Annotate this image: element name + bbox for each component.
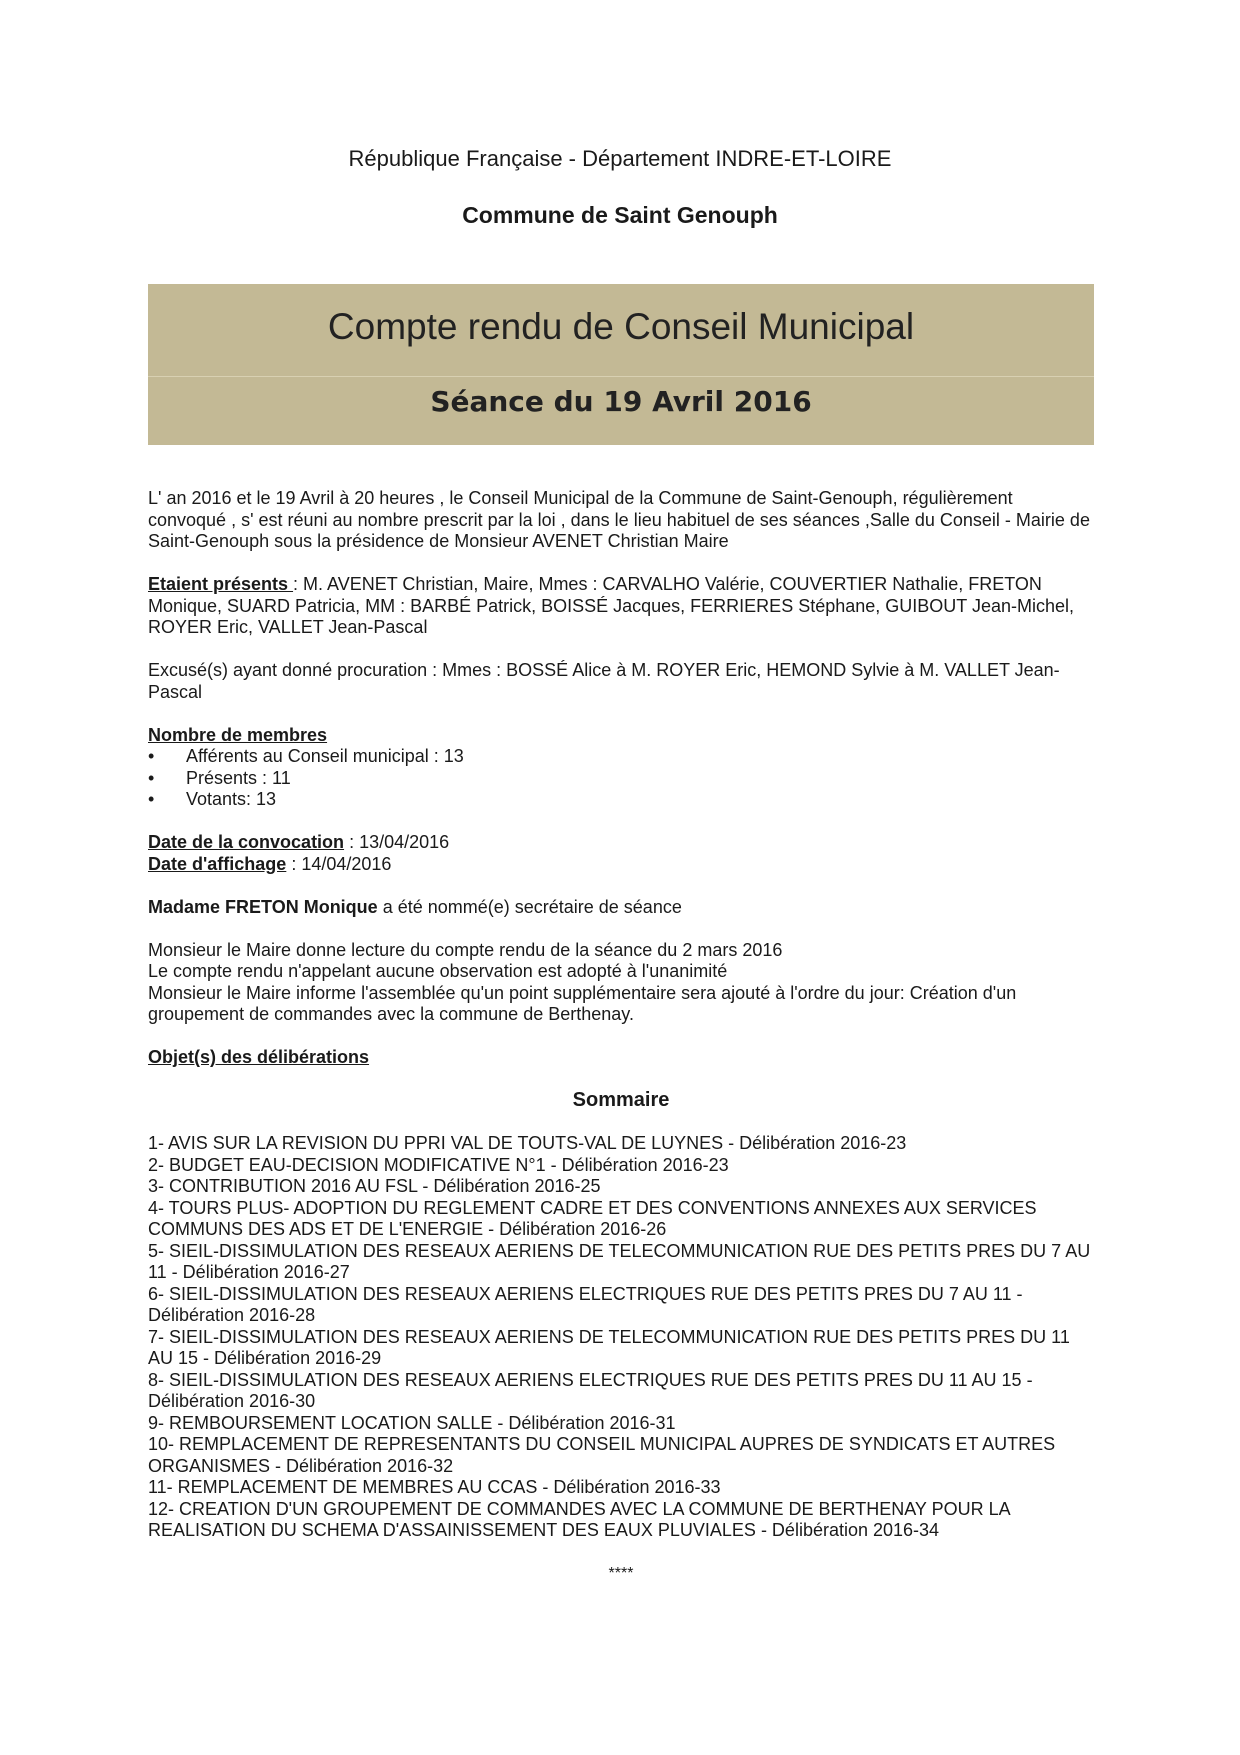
list-item: 5- SIEIL-DISSIMULATION DES RESEAUX AERIENS DE TELECOMMUNICATION RUE DES PETITS PRES DU 7 AU 11 - Délibération 2016-27 <box>148 1240 1091 1282</box>
excuses-paragraph: Excusé(s) ayant donné procuration : Mmes : BOSSÉ Alice à M. ROYER Eric, HEMOND Sylvie à M. VALLET Jean-Pascal <box>148 660 1060 702</box>
lecture-section <box>148 940 1094 1026</box>
list-item: 11- REMPLACEMENT DE MEMBRES AU CCAS - Délibération 2016-33 <box>148 1477 721 1497</box>
secretaire-paragraph <box>148 897 1094 919</box>
title-banner <box>148 284 1094 445</box>
membres-section <box>148 725 1094 811</box>
lecture-line: Monsieur le Maire informe l'assemblée qu'un point supplémentaire sera ajouté à l'ordre du jour: Création d'un groupement de commandes avec la commune de Berthenay. <box>148 982 1017 1024</box>
lecture-line: Monsieur le Maire donne lecture du compte rendu de la séance du 2 mars 2016 <box>148 939 783 960</box>
list-item: • Afférents au Conseil municipal : 13 <box>148 746 1094 768</box>
affichage-value: : 14/04/2016 <box>286 853 392 874</box>
intro-paragraph: L' an 2016 et le 19 Avril à 20 heures , le Conseil Municipal de la Commune de Saint-Genouph, régulièrement convoqué , s' est réuni au nombre prescrit par la loi , dans le lieu habituel de ses séances ,Salle du Conseil - Mairie de Saint-Genouph sous la présidence de Monsieur AVENET Christian Maire <box>148 488 1090 551</box>
list-item: • Votants: 13 <box>148 789 1094 811</box>
membres-list <box>148 746 1094 811</box>
list-item: 4- TOURS PLUS- ADOPTION DU REGLEMENT CADRE ET DES CONVENTIONS ANNEXES AUX SERVICES COMMUNS DES ADS ET DE L'ENERGIE - Délibération 2016-26 <box>148 1197 1037 1239</box>
list-item: 10- REMPLACEMENT DE REPRESENTANTS DU CONSEIL MUNICIPAL AUPRES DE SYNDICATS ET AUTRES ORGANISMES - Délibération 2016-32 <box>148 1434 1056 1476</box>
convocation-value: : 13/04/2016 <box>344 832 450 852</box>
membres-label: Nombre de membres <box>148 724 328 745</box>
list-item: • Présents : 11 <box>148 768 1094 790</box>
secretaire-name: Madame FRETON Monique <box>148 896 378 917</box>
session-date-title: Séance du 19 Avril 2016 <box>430 385 812 418</box>
list-item: 7- SIEIL-DISSIMULATION DES RESEAUX AERIENS DE TELECOMMUNICATION RUE DES PETITS PRES DU 11 AU 15 - Délibération 2016-29 <box>148 1326 1070 1368</box>
secretaire-text: a été nommé(e) secrétaire de séance <box>377 896 682 917</box>
list-item: 8- SIEIL-DISSIMULATION DES RESEAUX AERIENS ELECTRIQUES RUE DES PETITS PRES DU 11 AU 15 - Délibération 2016-30 <box>148 1369 1033 1411</box>
convocation-label: Date de la convocation <box>148 832 345 852</box>
presents-paragraph <box>148 574 1094 639</box>
republique-header: République Française - Département INDRE-ET-LOIRE <box>348 146 892 171</box>
document-title: Compte rendu de Conseil Municipal <box>327 306 915 347</box>
objets-label: Objet(s) des délibérations <box>148 1047 370 1067</box>
end-marker: **** <box>608 1565 634 1582</box>
affichage-line <box>148 854 1094 876</box>
sommaire-title: Sommaire <box>572 1089 670 1111</box>
list-item: 2- BUDGET EAU-DECISION MODIFICATIVE N°1 - Délibération 2016-23 <box>148 1154 729 1175</box>
list-item: 12- CREATION D'UN GROUPEMENT DE COMMANDES AVEC LA COMMUNE DE BERTHENAY POUR LA REALISATION DU SCHEMA D'ASSAINISSEMENT DES EAUX PLUVIALES - Délibération 2016-34 <box>148 1498 1010 1540</box>
banner-divider <box>148 376 1094 377</box>
list-item: 1- AVIS SUR LA REVISION DU PPRI VAL DE TOUTS-VAL DE LUYNES - Délibération 2016-23 <box>148 1133 907 1153</box>
convocation-line <box>148 832 1094 854</box>
commune-header: Commune de Saint Genouph <box>462 202 778 228</box>
presents-label: Etaient présents <box>148 574 294 594</box>
list-item: 6- SIEIL-DISSIMULATION DES RESEAUX AERIENS ELECTRIQUES RUE DES PETITS PRES DU 7 AU 11 - Délibération 2016-28 <box>148 1283 1023 1325</box>
list-item: 9- REMBOURSEMENT LOCATION SALLE - Délibération 2016-31 <box>148 1412 676 1433</box>
document-body <box>148 488 1094 1585</box>
dates-section <box>148 832 1094 875</box>
sommaire-list <box>148 1133 1094 1542</box>
affichage-label: Date d'affichage <box>148 853 287 874</box>
list-item: 3- CONTRIBUTION 2016 AU FSL - Délibération 2016-25 <box>148 1176 601 1196</box>
presents-text: : M. AVENET Christian, Maire, Mmes : CARVALHO Valérie, COUVERTIER Nathalie, FRETON Monique, SUARD Patricia, MM : BARBÉ Patrick, BOISSÉ Jacques, FERRIERES Stéphane, GUIBOUT Jean-Michel, ROYER Eric, VALLET Jean-Pascal <box>148 574 1074 637</box>
lecture-line: Le compte rendu n'appelant aucune observation est adopté à l'unanimité <box>148 961 728 981</box>
